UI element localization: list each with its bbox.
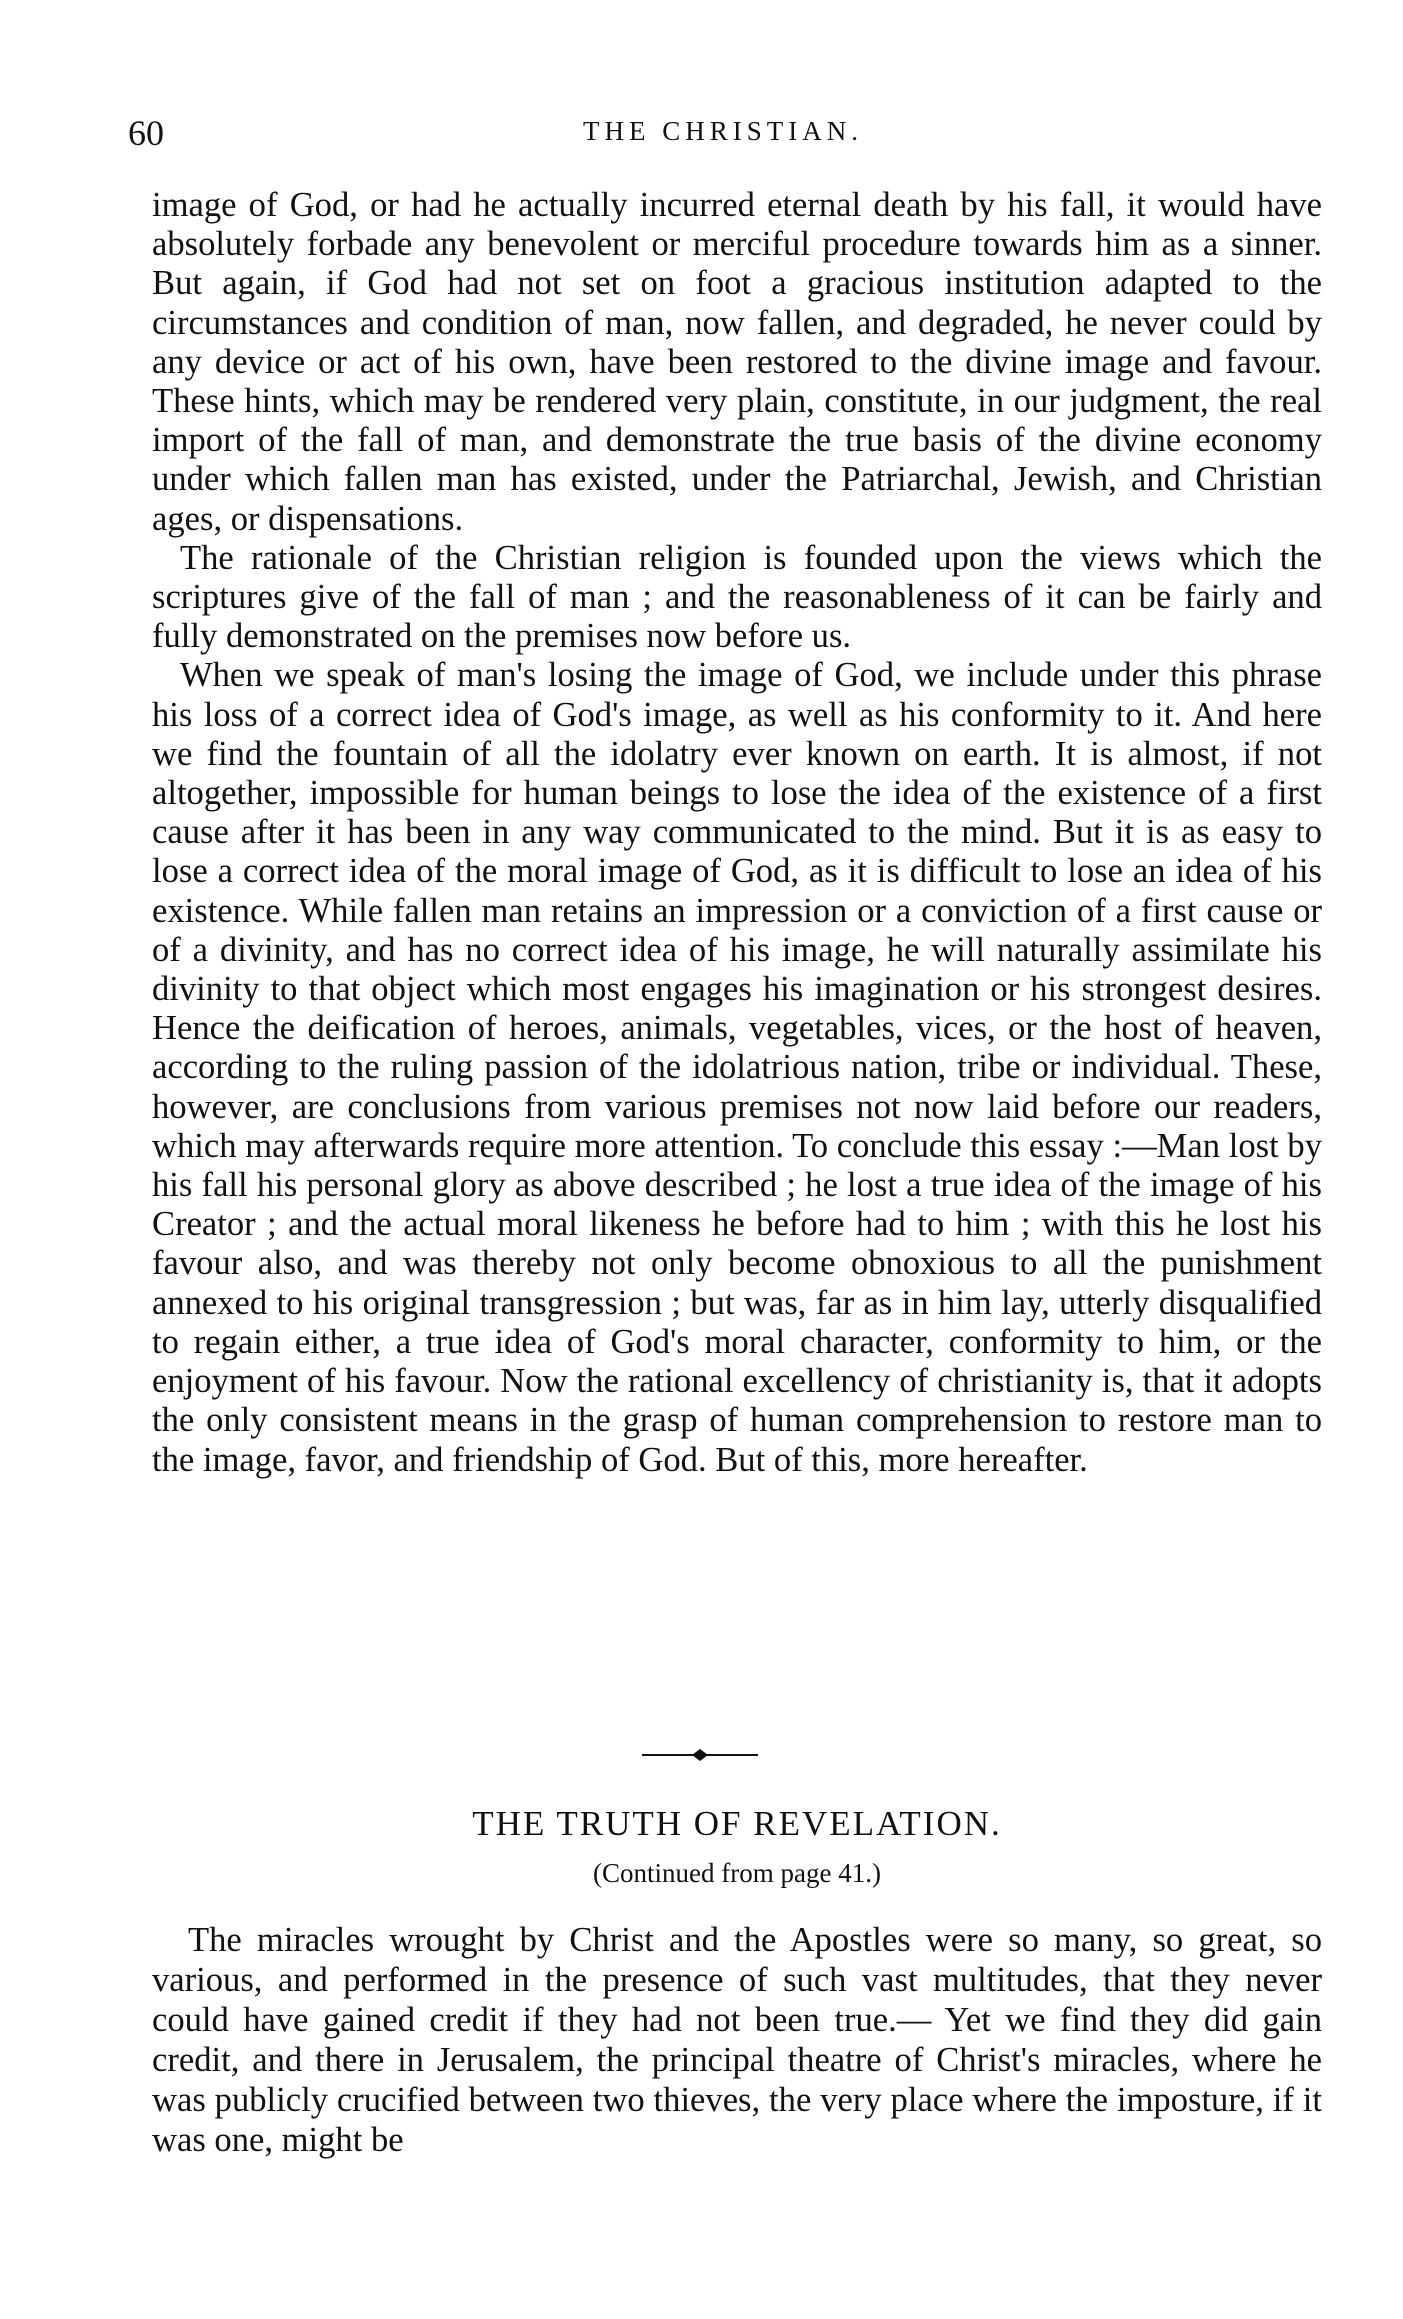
article-body (152, 186, 1322, 1480)
paragraph-fall-of-man: image of God, or had he actually incurred eternal death by his fall, it would have absolutely forbade any benevolent or merciful procedure towards him as a sinner. But again, if God had not set on foot a gracious institution adapted to the circumstances and condition of man, now fallen, and degraded, he never could by any device or act of his own, have been restored to the divine image and favour. These hints, which may be rendered very plain, constitute, in our judgment, the real import of the fall of man, and demonstrate the true basis of the divine economy under which fallen man has existed, under the Patriarchal, Jewish, and Christian ages, or dispensations. (152, 186, 1322, 538)
page-number: 60 (128, 113, 164, 153)
section-divider-ornament (640, 1748, 760, 1762)
section-heading: THE TRUTH OF REVELATION. (472, 1804, 1002, 1843)
running-title: THE CHRISTIAN. (583, 116, 863, 146)
paragraph-rationale: The rationale of the Christian religion is founded upon the views which the scriptures give of the fall of man ; and the reasonableness of it can be fairly and fully demonstrated on the premises now before us. (152, 538, 1322, 656)
section-body (152, 1920, 1322, 2160)
section-continuation-note: (Continued from page 41.) (593, 1858, 881, 1888)
running-head (128, 112, 1318, 162)
paragraph-miracles: The miracles wrought by Christ and the Apostles were so many, so great, so various, and performed in the presence of such vast multitudes, that they never could have gained credit if they had not been true.— Yet we find they did gain credit, and there in Jerusalem, the principal theatre of Christ's miracles, where he was publicly crucified between two thieves, the very place where the imposture, if it was one, might be (152, 1921, 1322, 2159)
paragraph-image-of-god: When we speak of man's losing the image of God, we include under this phrase his loss of a correct idea of God's image, as well as his conformity to it. And here we find the fountain of all the idolatry ever known on earth. It is almost, if not altogether, impossible for human beings to lose the idea of the existence of a first cause after it has been in any way communicated to the mind. But it is as easy to lose a correct idea of the moral image of God, as it is difficult to lose an idea of his existence. While fallen man retains an impression or a conviction of a first cause or of a divinity, and has no correct idea of his image, he will naturally assimilate his divinity to that object which most engages his imagination or his strongest desires. Hence the deification of heroes, animals, vegetables, vices, or the host of heaven, according to the ruling passion of the idolatrious nation, tribe or individual. These, however, are conclusions from various premises not now laid before our readers, which may afterwards require more attention. To conclude this essay :—Man lost by his fall his personal glory as above described ; he lost a true idea of the image of his Creator ; and the actual moral likeness he before had to him ; with this he lost his favour also, and was thereby not only become obnoxious to all the punishment annexed to his original transgression ; but was, far as in him lay, utterly disqualified to regain either, a true idea of God's moral character, conformity to him, or the enjoyment of his favour. Now the rational excellency of christianity is, that it adopts the only consistent means in the grasp of human comprehension to restore man to the image, favor, and friendship of God. But of this, more hereafter. (152, 656, 1322, 1479)
